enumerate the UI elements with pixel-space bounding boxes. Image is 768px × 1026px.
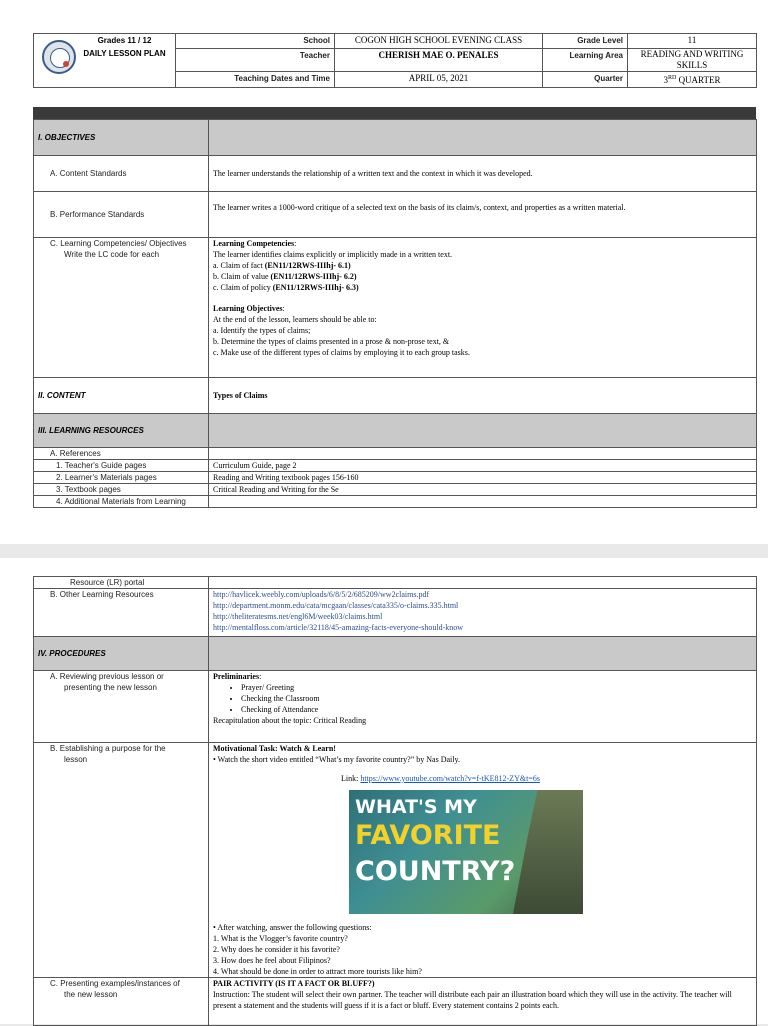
additional-materials-label: 4. Additional Materials from Learning [34,496,209,508]
question-2: 2. Why does he consider it his favorite? [213,945,340,954]
teacher-value: CHERISH MAE O. PENALES [335,49,543,72]
additional-materials-value-cont [209,577,757,589]
additional-materials-label-cont: Resource (LR) portal [34,577,209,589]
header-divider-bar [33,107,756,119]
performance-standards-label: B. Performance Standards [34,192,209,238]
quarter-label: Quarter [543,72,628,88]
motivational-title: Motivational Task: Watch & Learn! [213,744,336,753]
grade-level-label: Grade Level [543,34,628,49]
question-3: 3. How does he feel about Filipinos? [213,956,331,965]
list-item: • Checking of Attendance [241,704,752,715]
video-link-row: Link: https://www.youtube.com/watch?v=f-tKE812-ZY&t=6s [341,774,540,783]
reviewing-value: Preliminaries: • Prayer/ Greeting • Checking the Classroom • Checking of Attendance Recapitulation about the topic: Critical Reading [209,671,757,743]
resource-link-1[interactable]: http://havlicek.weebly.com/uploads/6/8/5/2/685209/ww2claims.pdf [213,590,430,599]
purpose-label: B. Establishing a purpose for the lesson [34,743,209,978]
lc-b: b. Claim of value (EN11/12RWS-IIIhj- 6.2) [213,272,357,281]
presenting-label: C. Presenting examples/instances of the new lesson [34,978,209,1026]
page-2 [0,558,768,1024]
school-label: School [176,34,335,49]
procedures-heading-fill [209,637,757,671]
resource-link-2[interactable]: http://department.monm.edu/cata/mcgaan/classes/cata335/o-claims.335.html [213,601,459,610]
lo-title: Learning Objectives [213,304,283,313]
video-link[interactable]: https://www.youtube.com/watch?v=f-tKE812-ZY&t=6s [360,774,540,783]
other-resources-label: B. Other Learning Resources [34,589,209,637]
teacher-label: Teacher [176,49,335,72]
content-value: Types of Claims [209,378,757,414]
quarter-value: 3RD QUARTER [628,72,757,88]
grade-level-value: 11 [628,34,757,49]
dates-label: Teaching Dates and Time [176,72,335,88]
video-thumbnail[interactable]: WHAT'S MY FAVORITE COUNTRY? [349,790,583,914]
learning-area-value: READING AND WRITING SKILLS [628,49,757,72]
objectives-heading-fill [209,120,757,156]
plan-label: DAILY LESSON PLAN [83,49,166,58]
pair-activity-title: PAIR ACTIVITY (IS IT A FACT OR BLUFF?) [213,979,375,988]
list-item: • Checking the Classroom [241,693,752,704]
reviewing-label: A. Reviewing previous lesson or presenting the new lesson [34,671,209,743]
question-1: 1. What is the Vlogger’s favorite country? [213,934,348,943]
lo-intro: At the end of the lesson, learners should be able to: [213,315,377,324]
content-standards-label: A. Content Standards [34,156,209,192]
header-title-cell [34,34,176,88]
lc-title: Learning Competencies [213,239,295,248]
objectives-heading: I. OBJECTIVES [34,120,209,156]
school-value: COGON HIGH SCHOOL EVENING CLASS [335,34,543,49]
competencies-label: C. Learning Competencies/ Objectives Write the LC code for each [34,238,209,378]
dates-value: APRIL 05, 2021 [335,72,543,88]
lc-a: a. Claim of fact (EN11/12RWS-IIIhj- 6.1) [213,261,351,270]
lo-b: b. Determine the types of claims presented in a prose & non-prose text, & [213,337,450,346]
learning-area-label: Learning Area [543,49,628,72]
presenting-value [209,978,757,1026]
learners-materials-label: 2. Learner's Materials pages [34,472,209,484]
textbook-value: Critical Reading and Writing for the Se [209,484,757,496]
question-4: 4. What should be done in order to attract more tourists like him? [213,967,422,976]
preliminaries-list [213,682,752,715]
recap-text: Recapitulation about the topic: Critical Reading [213,716,367,725]
content-standards-value: The learner understands the relationship of a written text and the context in which it was developed. [209,156,757,192]
motivational-text: • Watch the short video entitled “What’s my favorite country?” by Nas Daily. [213,755,460,764]
lo-a: a. Identify the types of claims; [213,326,311,335]
learning-resources-heading-fill [209,414,757,448]
learners-materials-value: Reading and Writing textbook pages 156-160 [209,472,757,484]
preliminaries-title: Preliminaries [213,672,260,681]
lo-c: c. Make use of the different types of claims by employing it to each group tasks. [213,348,470,357]
content-heading: II. CONTENT [34,378,209,414]
grades-label: Grades 11 / 12 [97,36,152,45]
lc-c: c. Claim of policy (EN11/12RWS-IIIhj- 6.3) [213,283,359,292]
teachers-guide-value: Curriculum Guide, page 2 [209,460,757,472]
list-item: • Prayer/ Greeting [241,682,752,693]
procedures-heading: IV. PROCEDURES [34,637,209,671]
textbook-label: 3. Textbook pages [34,484,209,496]
additional-materials-value [209,496,757,508]
procedures-table [33,576,757,1026]
learning-resources-heading: III. LEARNING RESOURCES [34,414,209,448]
purpose-value [209,743,757,978]
other-resources-links [209,589,757,637]
performance-standards-value: The learner writes a 1000-word critique of a selected text on the basis of its claim/s, context, and properties as a written material. [209,192,757,238]
teachers-guide-label: 1. Teacher's Guide pages [34,460,209,472]
objectives-table [33,119,757,508]
lc-intro: The learner identifies claims explicitly or implicitly made in a written text. [213,250,453,259]
resource-link-3[interactable]: http://theliteratesms.net/engl6M/week03/claims.html [213,612,383,621]
competencies-value: Learning Competencies: The learner identifies claims explicitly or implicitly made in a written text. a. Claim of fact (EN11/12RWS-IIIhj- 6.1) b. Claim of value (EN11/12RWS-IIIhj- 6.2) c. Claim of policy (EN11/12RWS-IIIhj- 6.3) Learning Objectives: At the end of the lesson, learners should be able to: a. Identify the types of claims; b. Determine the types of claims presented in a prose & non-prose text, & c. Make use of the different types of claims by employing it to each group tasks. [209,238,757,378]
pair-activity-text: Instruction: The student will select their own partner. The teacher will distribute each pair an illustration board which they will use in the activity. The teacher will present a statement and the students will guess if it is a fact or bluff. Every statement contains 2 points each. [213,990,732,1010]
resource-link-4[interactable]: http://mentalfloss.com/article/32118/45-amazing-facts-everyone-should-know [213,623,464,632]
after-watching: • After watching, answer the following questions: [213,923,372,932]
references-label: A. References [34,448,209,460]
header-table [33,33,757,88]
references-value [209,448,757,460]
